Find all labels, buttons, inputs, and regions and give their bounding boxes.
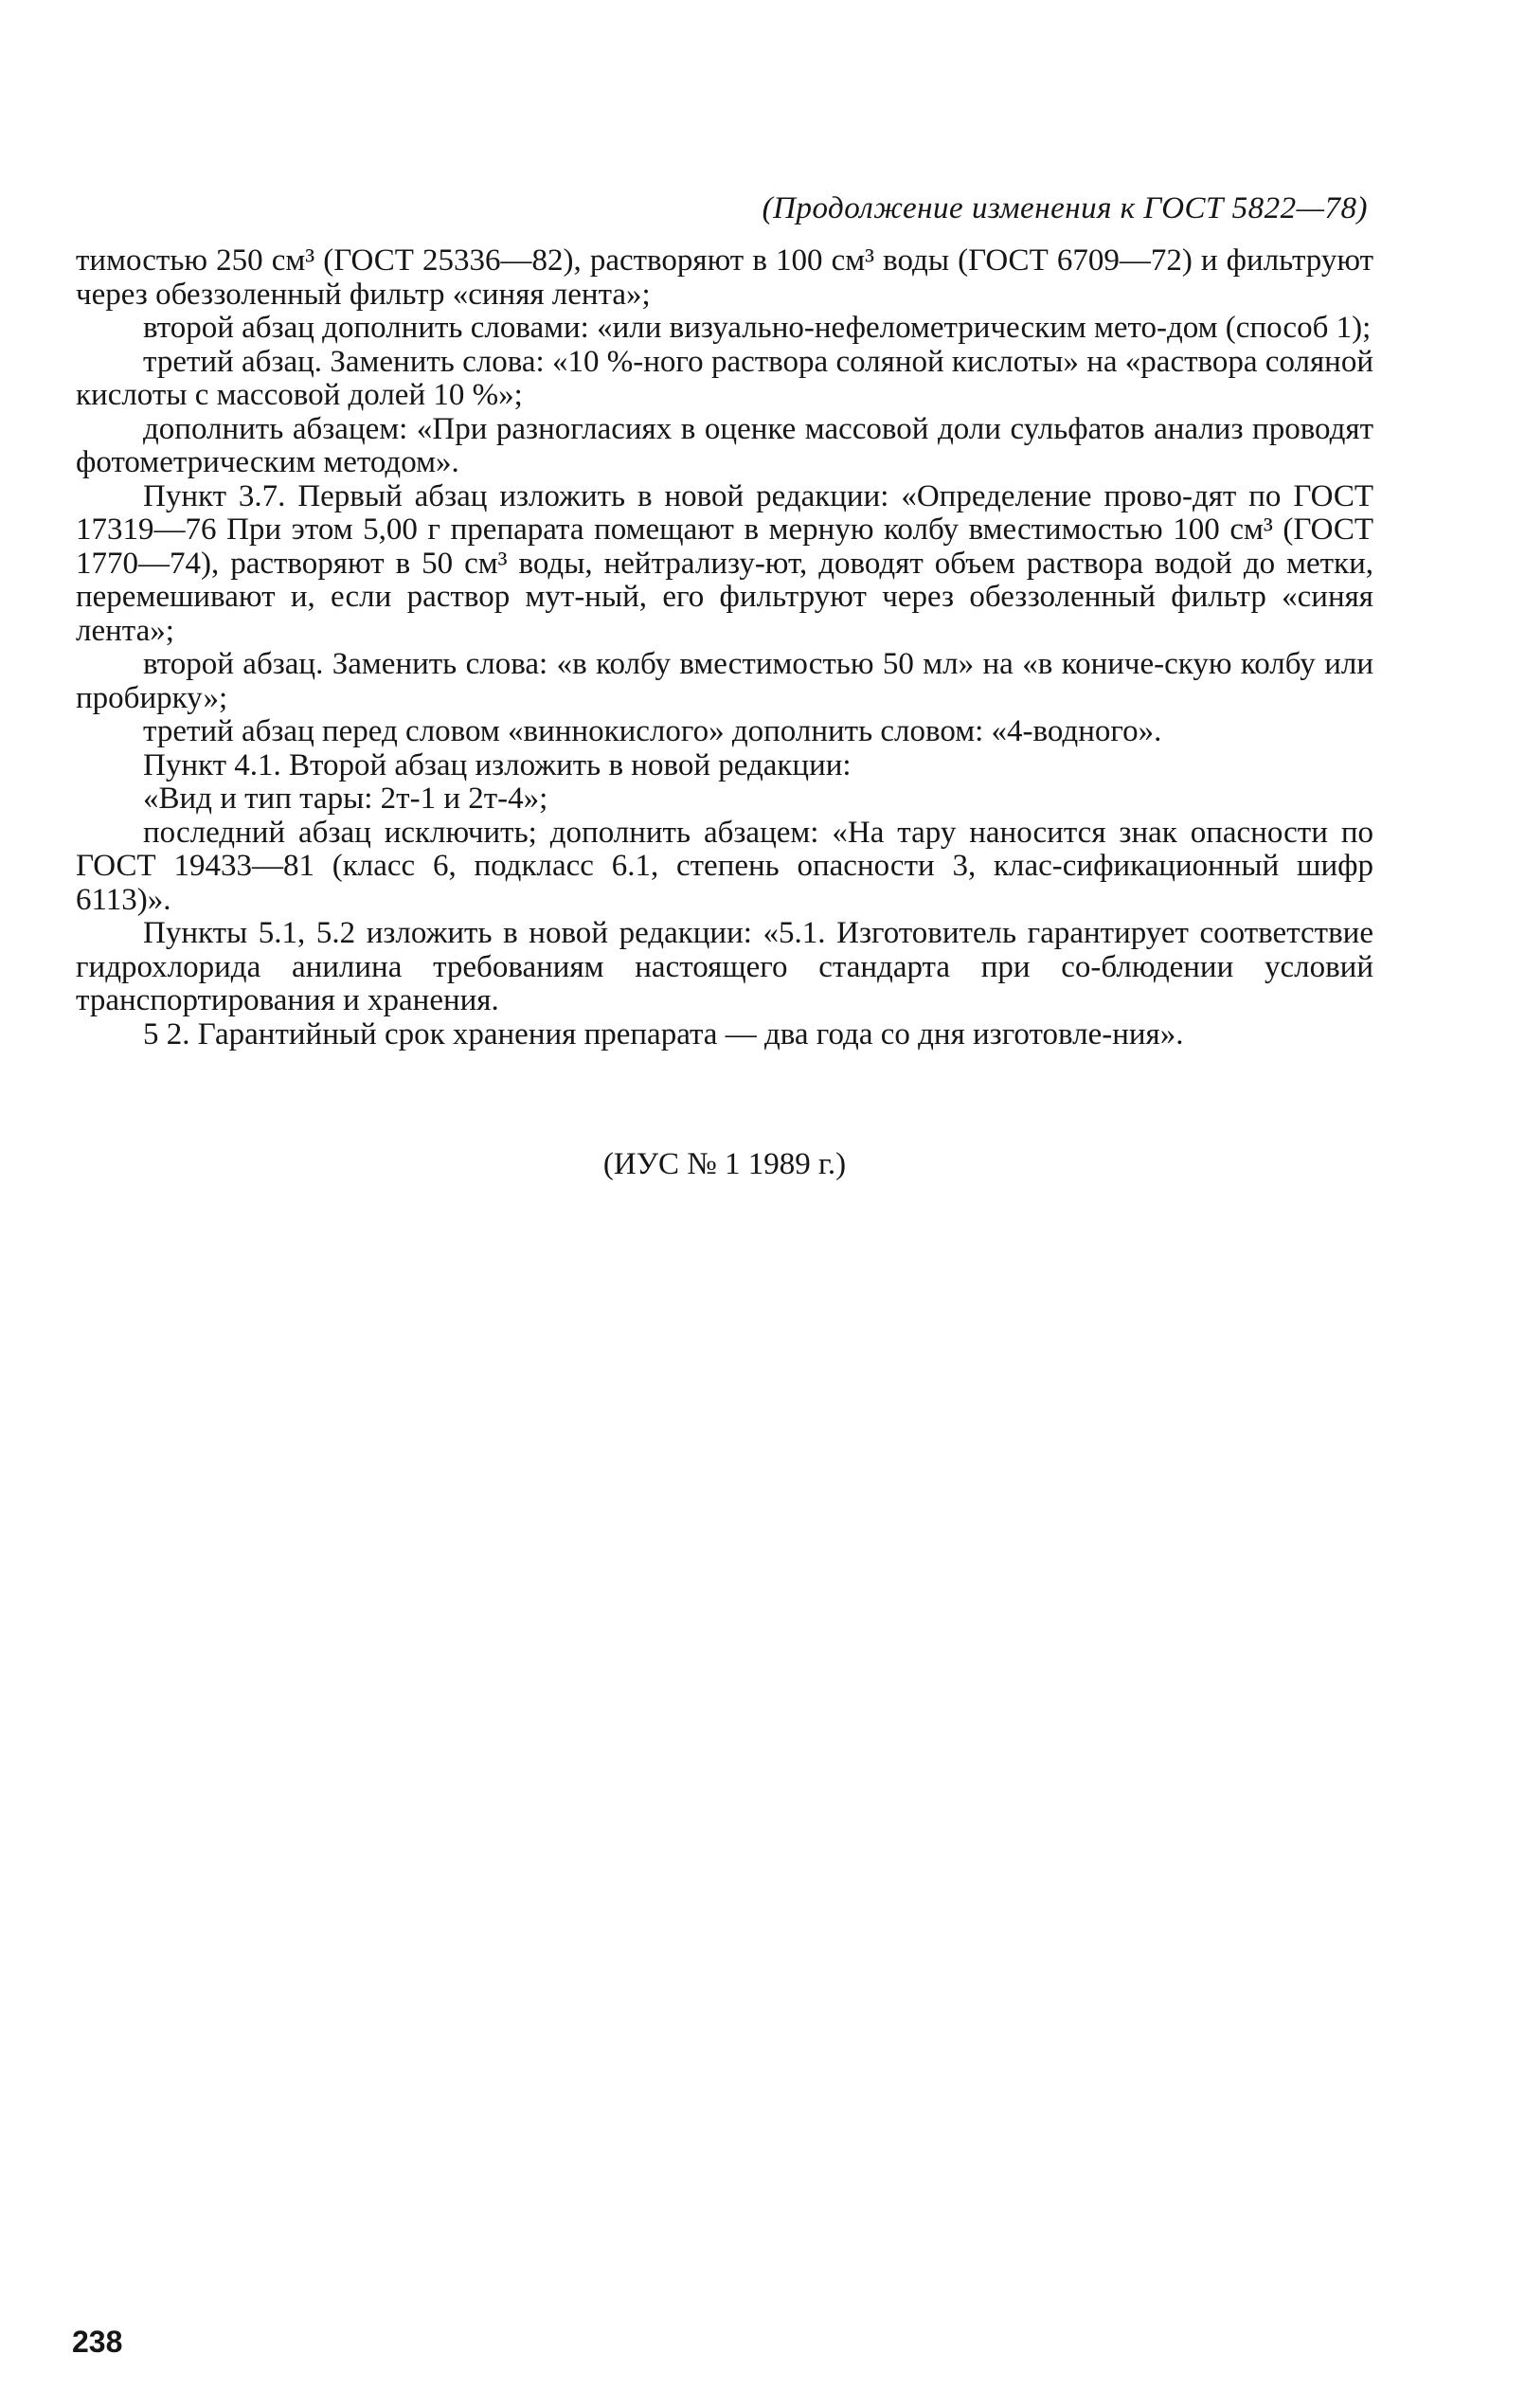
document-page: [72, 0, 1373, 2408]
paragraph-continuation: тимостью 250 см³ (ГОСТ 25336—82), растворяют в 100 см³ воды (ГОСТ 6709—72) и фильтруют через обеззоленный фильтр «синяя лента»;: [76, 243, 1373, 312]
paragraph-punkt-4-1: Пункт 4.1. Второй абзац изложить в новой редакции:: [143, 747, 852, 782]
paragraph-third-abzac-add-word: третий абзац перед словом «виннокислого» дополнить словом: «4-водного».: [143, 714, 1162, 748]
source-note: (ИУС № 1 1989 г.): [602, 1147, 847, 1181]
paragraph-add-abzac: дополнить абзацем: «При разногласиях в оценке массовой доли сульфатов анализ проводят фотометрическим методом».: [76, 411, 1373, 479]
paragraph-second-abzac: второй абзац дополнить словами: «или визуально-нефелометрическим мето-дом (способ 1);: [143, 311, 1372, 345]
paragraph-second-abzac-replace: второй абзац. Заменить слова: «в колбу вместимостью 50 мл» на «в кониче-скую колбу или пробирку»;: [76, 647, 1373, 715]
paragraph-last-abzac: последний абзац исключить; дополнить абзацем: «На тару наносится знак опасности по ГОСТ 19433—81 (класс 6, подкласс 6.1, степень опасности 3, клас-сификационный шифр 6113)».: [76, 815, 1373, 917]
paragraph-punkty-5-1-5-2: Пункты 5.1, 5.2 изложить в новой редакции: «5.1. Изготовитель гарантирует соответствие гидрохлорида анилина требованиям настоящего стандарта при со-блюдении условий транспортирования и хранения.: [76, 916, 1373, 1017]
paragraph-punkt-3-7: Пункт 3.7. Первый абзац изложить в новой редакции: «Определение прово-дят по ГОСТ 17319—76 При этом 5,00 г препарата помещают в мерную колбу вместимостью 100 см³ (ГОСТ 1770—74), растворяют в 50 см³ воды, нейтрализу-ют, доводят объем раствора водой до метки, перемешивают и, если раствор мут-ный, его фильтруют через обеззоленный фильтр «синяя лента»;: [76, 478, 1373, 648]
paragraph-punkt-5-2: 5 2. Гарантийный срок хранения препарата — два года со дня изготовле-ния».: [143, 1016, 1184, 1051]
page-number: 238: [72, 2325, 123, 2359]
paragraph-third-abzac: третий абзац. Заменить слова: «10 %-ного раствора соляной кислоты» на «раствора соляной кислоты с массовой долей 10 %»;: [76, 344, 1373, 412]
continuation-header: (Продолжение изменения к ГОСТ 5822—78): [762, 191, 1368, 225]
paragraph-tara-type: «Вид и тип тары: 2т-1 и 2т-4»;: [143, 782, 548, 816]
document-body: [76, 244, 1373, 1051]
